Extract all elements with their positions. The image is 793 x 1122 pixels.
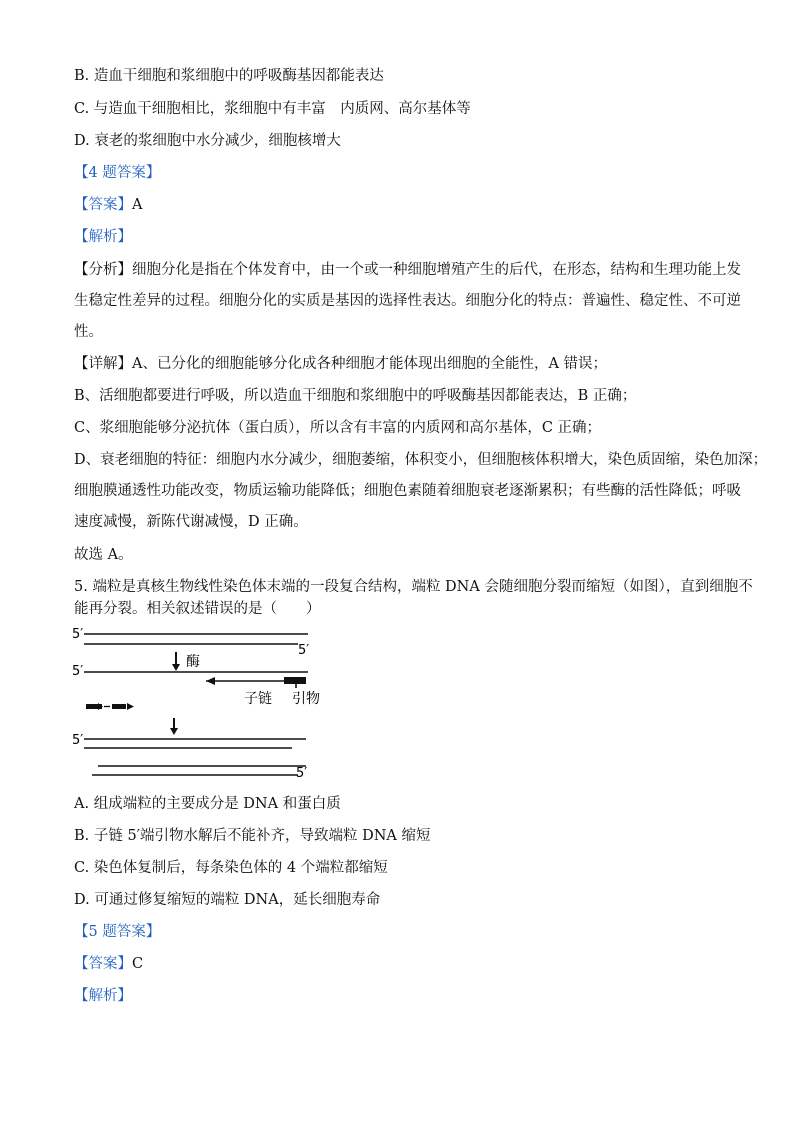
option-4d: D. 衰老的浆细胞中水分减少，细胞核增大 bbox=[74, 133, 341, 149]
q4-answer-header: 【4 题答案】 bbox=[74, 165, 161, 181]
label-5prime-4: 5′ bbox=[72, 733, 84, 748]
q4-answer: 【答案】A bbox=[74, 197, 143, 213]
telomere-diagram bbox=[70, 624, 330, 784]
q5-stem-line-1: 5. 端粒是真核生物线性染色体末端的一段复合结构，端粒 DNA 会随细胞分裂而缩短（如图），直到细胞不 bbox=[74, 579, 753, 595]
option-5a: A. 组成端粒的主要成分是 DNA 和蛋白质 bbox=[74, 796, 341, 812]
q5-answer-header: 【5 题答案】 bbox=[74, 924, 161, 940]
label-5prime-3: 5′ bbox=[72, 664, 84, 679]
q5-stem-line-2: 能再分裂。相关叙述错误的是（ ） bbox=[74, 601, 321, 617]
option-4b: B. 造血干细胞和浆细胞中的呼吸酶基因都能表达 bbox=[74, 68, 384, 84]
label-5prime-1: 5′ bbox=[72, 627, 84, 642]
label-daughter-strand: 子链 bbox=[244, 691, 272, 707]
q4-xiangjie-line-3: C、浆细胞能够分泌抗体（蛋白质），所以含有丰富的内质网和高尔基体，C 正确； bbox=[74, 420, 602, 436]
q4-analysis-header: 【解析】 bbox=[74, 229, 132, 245]
q4-fenxi-line-1: 【分析】细胞分化是指在个体发育中，由一个或一种细胞增殖产生的后代，在形态，结构和生理功能上发 bbox=[74, 262, 741, 278]
label-enzyme: 酶 bbox=[186, 654, 200, 670]
label-5prime-5: 5′ bbox=[296, 766, 308, 781]
option-4c: C. 与造血干细胞相比，浆细胞中有丰富 内质网、高尔基体等 bbox=[74, 101, 471, 117]
q4-xiangjie-line-6: 速度减慢，新陈代谢减慢，D 正确。 bbox=[74, 514, 308, 530]
q5-answer-value: C bbox=[132, 956, 144, 972]
label-5prime-2: 5′ bbox=[298, 643, 310, 658]
q4-conclusion: 故选 A。 bbox=[74, 547, 133, 563]
q4-fenxi-line-3: 性。 bbox=[74, 324, 103, 340]
q4-xiangjie-line-1: 【详解】A、已分化的细胞能够分化成各种细胞才能体现出细胞的全能性，A 错误； bbox=[74, 356, 608, 372]
q5-analysis-header: 【解析】 bbox=[74, 988, 132, 1004]
label-primer: 引物 bbox=[292, 691, 320, 707]
option-5c: C. 染色体复制后，每条染色体的 4 个端粒都缩短 bbox=[74, 860, 388, 876]
q4-answer-value: A bbox=[132, 197, 143, 213]
option-5d: D. 可通过修复缩短的端粒 DNA，延长细胞寿命 bbox=[74, 892, 381, 908]
option-5b: B. 子链 5′端引物水解后不能补齐，导致端粒 DNA 缩短 bbox=[74, 828, 431, 844]
q4-xiangjie-line-4: D、衰老细胞的特征：细胞内水分减少，细胞萎缩，体积变小，但细胞核体积增大，染色质固缩，染色加深； bbox=[74, 452, 768, 468]
q5-answer: 【答案】C bbox=[74, 956, 144, 972]
q4-xiangjie-line-5: 细胞膜通透性功能改变，物质运输功能降低；细胞色素随着细胞衰老逐渐累积；有些酶的活性降低；呼吸 bbox=[74, 483, 741, 499]
q4-xiangjie-line-2: B、活细胞都要进行呼吸，所以造血干细胞和浆细胞中的呼吸酶基因都能表达，B 正确； bbox=[74, 388, 637, 404]
q4-fenxi-line-2: 生稳定性差异的过程。细胞分化的实质是基因的选择性表达。细胞分化的特点：普遍性、稳定性、不可逆 bbox=[74, 293, 741, 309]
